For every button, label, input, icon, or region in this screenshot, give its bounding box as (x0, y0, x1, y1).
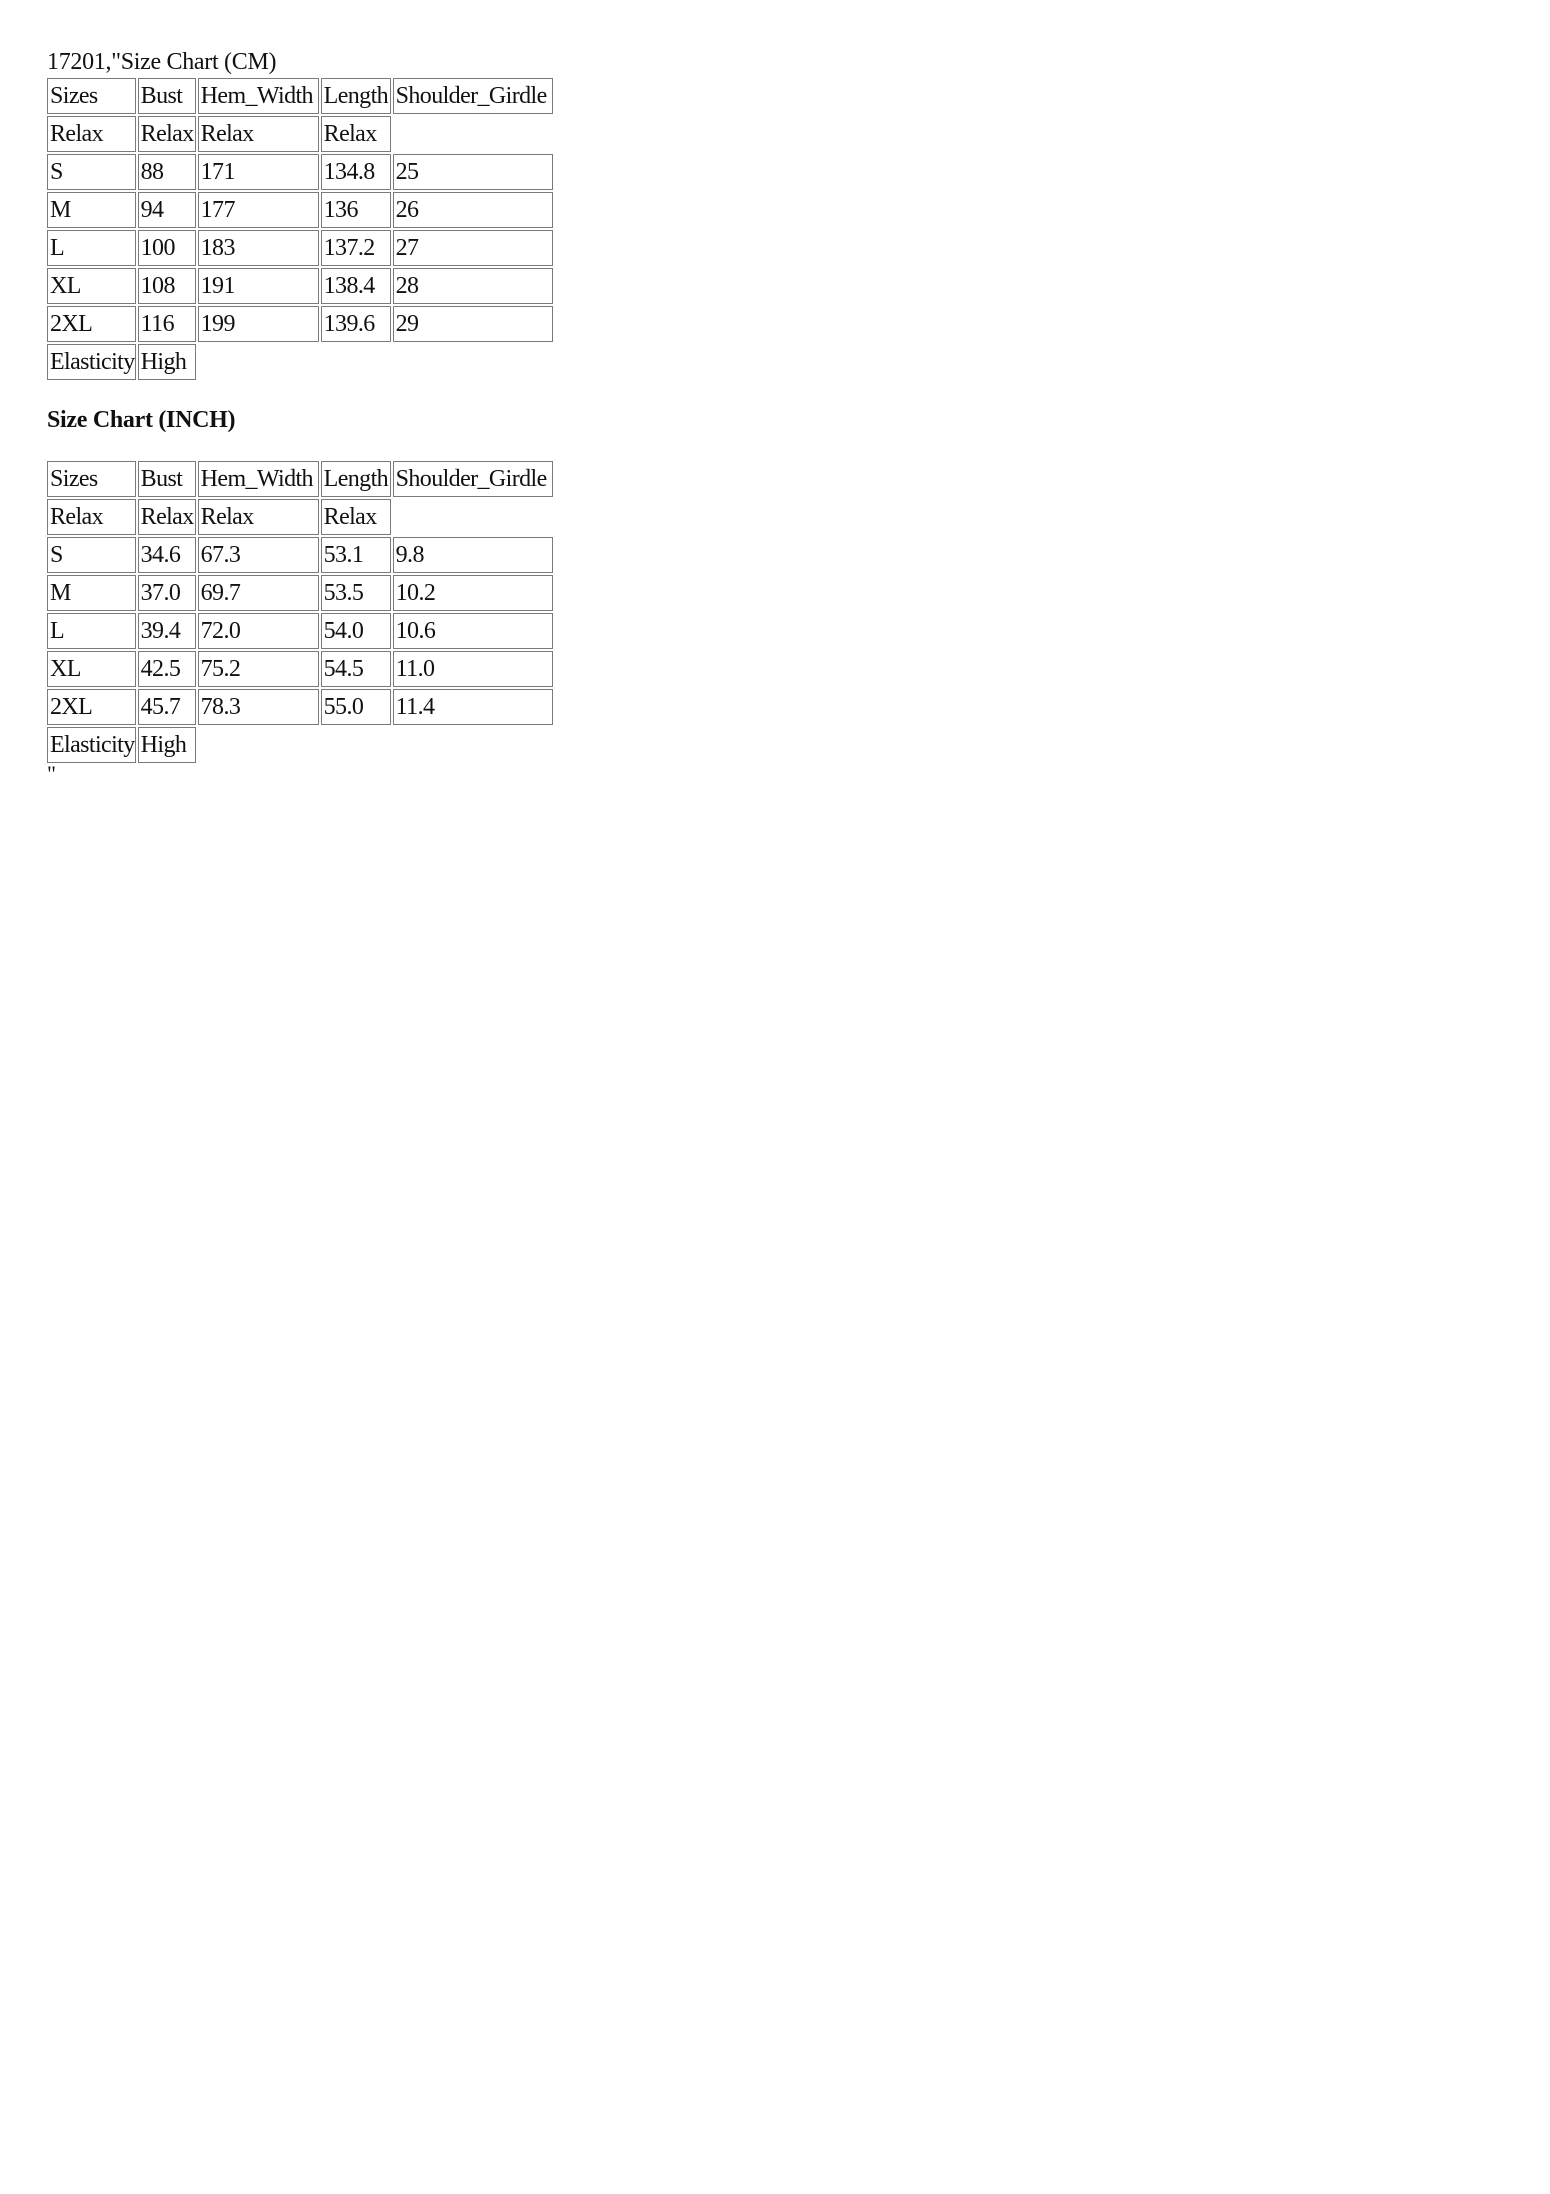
table-cell: L (47, 613, 136, 649)
table-row (47, 575, 553, 611)
table-cell: 116 (138, 306, 196, 342)
table-cell: 34.6 (138, 537, 196, 573)
table-cell: 72.0 (198, 613, 319, 649)
table-cell: M (47, 575, 136, 611)
table-cell: Shoulder_Girdle (393, 461, 553, 497)
table-cell: 108 (138, 268, 196, 304)
closing-quote: " (47, 761, 56, 786)
table-cell: 28 (393, 268, 553, 304)
table-cell: 100 (138, 230, 196, 266)
table-cell (393, 116, 553, 152)
table-cell: 25 (393, 154, 553, 190)
table-row (47, 192, 553, 228)
table-cell: Length (321, 461, 391, 497)
table-cell: Relax (198, 116, 319, 152)
table-row (47, 306, 553, 342)
table-cell: 139.6 (321, 306, 391, 342)
table-cell: 136 (321, 192, 391, 228)
table-cell: 67.3 (198, 537, 319, 573)
table-row (47, 499, 553, 535)
table-cell: Length (321, 78, 391, 114)
table-cell: Hem_Width (198, 78, 319, 114)
table-cell: Relax (138, 116, 196, 152)
table-cell: 177 (198, 192, 319, 228)
table-row (47, 651, 553, 687)
table-row (47, 230, 553, 266)
table-cell: 75.2 (198, 651, 319, 687)
table-cell: XL (47, 651, 136, 687)
table-row (47, 154, 553, 190)
table-cell: M (47, 192, 136, 228)
table-cell: L (47, 230, 136, 266)
table-cell: 11.4 (393, 689, 553, 725)
table-cell (393, 499, 553, 535)
table-cell: 54.5 (321, 651, 391, 687)
table-cell: 53.1 (321, 537, 391, 573)
table-cell: 26 (393, 192, 553, 228)
table-cell: 55.0 (321, 689, 391, 725)
table-cell: 78.3 (198, 689, 319, 725)
table-cell: 45.7 (138, 689, 196, 725)
table-cell: 199 (198, 306, 319, 342)
size-chart-cm-table (45, 76, 555, 382)
table-cell: 69.7 (198, 575, 319, 611)
table-cell: 171 (198, 154, 319, 190)
table-row (47, 78, 553, 114)
table-cell: High (138, 727, 196, 763)
table-cell: Relax (321, 116, 391, 152)
table-cell: Bust (138, 461, 196, 497)
table-row (47, 344, 553, 380)
table-cell: 11.0 (393, 651, 553, 687)
table-row (47, 268, 553, 304)
table-cell: 137.2 (321, 230, 391, 266)
size-chart-inch-table (45, 459, 555, 765)
table-cell: Relax (198, 499, 319, 535)
table-cell: 39.4 (138, 613, 196, 649)
table-cell: 88 (138, 154, 196, 190)
table-cell: 134.8 (321, 154, 391, 190)
table-cell: XL (47, 268, 136, 304)
table-cell: 37.0 (138, 575, 196, 611)
table-cell: 2XL (47, 689, 136, 725)
table-cell: Sizes (47, 78, 136, 114)
table-cell: 10.6 (393, 613, 553, 649)
table-row (47, 461, 553, 497)
table-cell: Elasticity (47, 727, 136, 763)
table-cell: 54.0 (321, 613, 391, 649)
table-cell: 42.5 (138, 651, 196, 687)
table-cell: 2XL (47, 306, 136, 342)
table-row (47, 116, 553, 152)
size-chart-inch-body (47, 461, 553, 763)
table-cell: Relax (47, 116, 136, 152)
size-chart-cm-body (47, 78, 553, 380)
table-cell: S (47, 154, 136, 190)
table-row (47, 613, 553, 649)
table-cell: S (47, 537, 136, 573)
table-cell: 138.4 (321, 268, 391, 304)
table-cell: Hem_Width (198, 461, 319, 497)
table-cell: 10.2 (393, 575, 553, 611)
table-cell: 53.5 (321, 575, 391, 611)
table-cell: Shoulder_Girdle (393, 78, 553, 114)
document-title: 17201,"Size Chart (CM) (47, 49, 277, 75)
table-cell: 183 (198, 230, 319, 266)
table-row (47, 537, 553, 573)
table-row (47, 727, 553, 763)
table-cell: Bust (138, 78, 196, 114)
table-cell: 27 (393, 230, 553, 266)
table-cell: High (138, 344, 196, 380)
inch-chart-heading: Size Chart (INCH) (47, 407, 236, 433)
table-row (47, 689, 553, 725)
table-cell: 9.8 (393, 537, 553, 573)
table-cell: Elasticity (47, 344, 136, 380)
table-cell: Relax (138, 499, 196, 535)
table-cell: Relax (47, 499, 136, 535)
table-cell: Sizes (47, 461, 136, 497)
table-cell: 191 (198, 268, 319, 304)
table-cell: 29 (393, 306, 553, 342)
table-cell: 94 (138, 192, 196, 228)
table-cell: Relax (321, 499, 391, 535)
